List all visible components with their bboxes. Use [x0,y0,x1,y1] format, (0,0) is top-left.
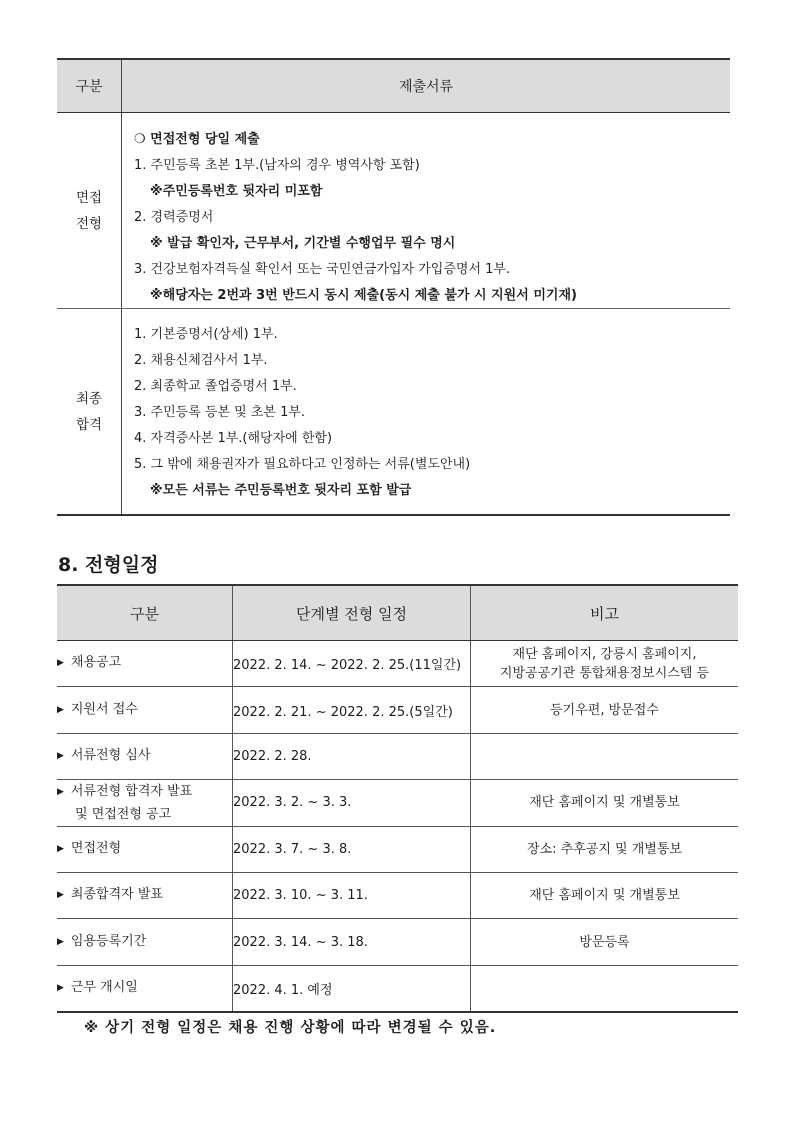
note-cell [471,965,739,1012]
stage-cell [57,872,233,918]
arrow-bullet-icon: ▶ [57,658,64,669]
schedule-table [57,584,738,1013]
schedule-table-header [57,585,738,641]
doc-line: 3. 건강보험자격득실 확인서 또는 국민연금가입자 가입증명서 1부. [134,262,511,277]
interview-label: 면접 전형 [57,113,122,309]
note-line: 재단 홈페이지 및 개별통보 [529,888,680,904]
doc-line: 3. 주민등록 등본 및 초본 1부. [134,405,306,420]
final-label: 최종 합격 [57,309,122,516]
stage-label: 지원서 접수 [70,701,138,717]
note-cell [471,733,739,779]
doc-line: 2. 최종학교 졸업증명서 1부. [134,379,297,394]
table-row [57,687,738,733]
period-cell: 2022. 3. 7. ~ 3. 8. [233,826,471,872]
note-cell [471,919,739,965]
stage-label: 서류전형 심사 [70,747,151,763]
table-row [57,965,738,1012]
note-cell [471,687,739,733]
stage-label: 채용공고 [70,655,122,671]
doc-line: 4. 자격증사본 1부.(해당자에 한함) [134,431,333,446]
documents-table-header [57,59,730,113]
doc-line: ❍ 면접전형 당일 제출 [134,132,260,147]
stage-label: 근무 개시일 [70,979,138,995]
table-row [57,733,738,779]
header-category: 구분 [57,59,122,113]
final-documents [122,309,731,516]
doc-line: 2. 채용신체검사서 1부. [134,353,268,368]
section-title: 8. 전형일정 [58,554,159,576]
note-cell [471,641,739,687]
period-cell: 2022. 2. 21. ~ 2022. 2. 25.(5일간) [233,687,471,733]
note-line: 방문등록 [579,934,630,950]
documents-table [57,58,730,516]
note-cell [471,872,739,918]
doc-note: ※모든 서류는 주민등록번호 뒷자리 포함 발급 [150,483,412,498]
header-stage: 구분 [57,585,233,641]
stage-label-line2: 및 면접전형 공고 [75,806,172,822]
doc-line: 5. 그 밖에 채용권자가 필요하다고 인정하는 서류(별도안내) [134,457,471,472]
doc-line: 1. 주민등록 초본 1부.(남자의 경우 병역사항 포함) [134,158,420,173]
stage-cell [57,919,233,965]
arrow-bullet-icon: ▶ [57,786,64,797]
final-row [57,309,730,516]
note-cell [471,826,739,872]
period-cell: 2022. 3. 10. ~ 3. 11. [233,872,471,918]
period-cell: 2022. 4. 1. 예정 [233,965,471,1012]
note-line: 재단 홈페이지, 강릉시 홈페이지, [512,646,697,662]
arrow-bullet-icon: ▶ [57,704,64,715]
header-note: 비고 [471,585,739,641]
table-row [57,780,738,826]
stage-cell [57,780,233,826]
note-line2: 지방공공기관 통합채용정보시스템 등 [499,665,710,681]
stage-label: 면접전형 [70,840,122,856]
interview-documents [122,113,731,309]
stage-cell [57,733,233,779]
table-row [57,919,738,965]
stage-label: 임용등록기간 [70,933,147,949]
table-row [57,872,738,918]
arrow-bullet-icon: ▶ [57,982,64,993]
header-period: 단계별 전형 일정 [233,585,471,641]
interview-row [57,113,730,309]
arrow-bullet-icon: ▶ [57,750,64,761]
arrow-bullet-icon: ▶ [57,843,64,854]
arrow-bullet-icon: ▶ [57,890,64,901]
period-cell: 2022. 3. 2. ~ 3. 3. [233,780,471,826]
doc-line: 1. 기본증명서(상세) 1부. [134,327,278,342]
stage-cell [57,687,233,733]
stage-label: 서류전형 합격자 발표 [70,783,193,799]
doc-note: ※주민등록번호 뒷자리 미포함 [150,184,323,199]
period-cell: 2022. 3. 14. ~ 3. 18. [233,919,471,965]
period-cell: 2022. 2. 14. ~ 2022. 2. 25.(11일간) [233,641,471,687]
note-line: 장소: 추후공지 및 개별통보 [527,841,682,857]
doc-line: 2. 경력증명서 [134,210,214,225]
doc-note: ※ 발급 확인자, 근무부서, 기간별 수행업무 필수 명시 [150,236,456,251]
stage-label: 최종합격자 발표 [70,887,163,903]
arrow-bullet-icon: ▶ [57,936,64,947]
doc-note: ※해당자는 2번과 3번 반드시 동시 제출(동시 제출 불가 시 지원서 미기재) [150,288,577,303]
table-row [57,641,738,687]
note-line: 재단 홈페이지 및 개별통보 [529,795,680,811]
note-line: 등기우편, 방문접수 [550,702,659,718]
header-documents: 제출서류 [122,59,731,113]
period-cell: 2022. 2. 28. [233,733,471,779]
note-cell [471,780,739,826]
schedule-body [57,641,738,1013]
table-row [57,826,738,872]
stage-cell [57,826,233,872]
stage-cell [57,965,233,1012]
footnote: ※ 상기 전형 일정은 채용 진행 상황에 따라 변경될 수 있음. [84,1020,497,1036]
stage-cell [57,641,233,687]
